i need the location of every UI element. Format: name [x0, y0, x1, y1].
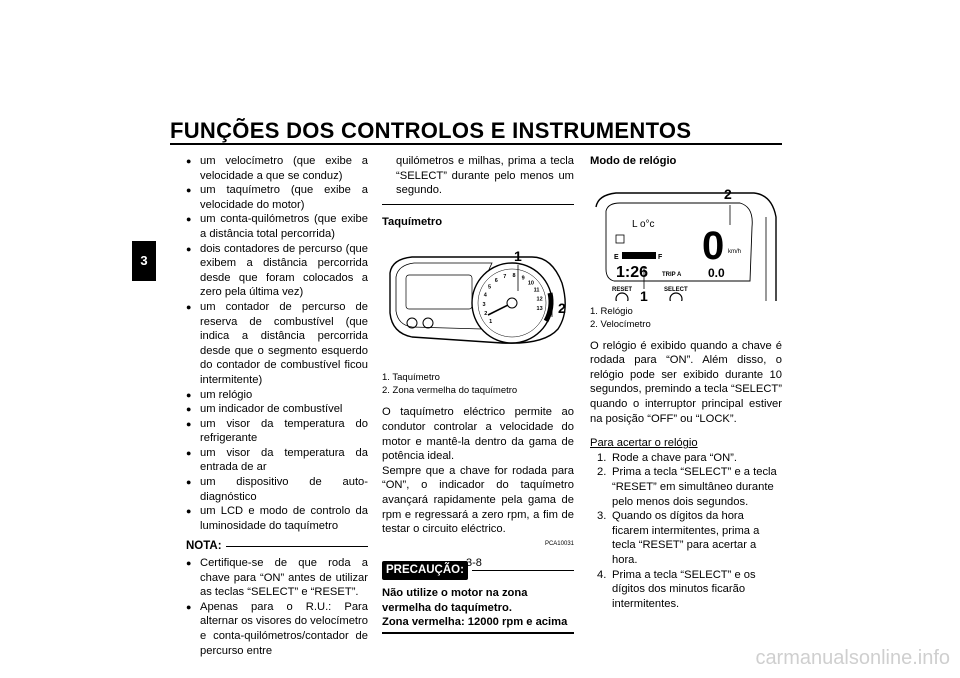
- speed-unit: km/h: [728, 248, 742, 255]
- fuel-f-label: F: [658, 253, 663, 261]
- subheading-set-clock: Para acertar o relógio: [590, 437, 698, 450]
- select-knob: [423, 318, 433, 328]
- step-item: [590, 465, 782, 509]
- tick-label: 3: [482, 302, 486, 309]
- needle-hub: [507, 298, 517, 308]
- section-rule: [382, 204, 574, 205]
- step-item: [590, 509, 782, 567]
- caution-rule: [472, 570, 574, 571]
- reset-knob: [407, 318, 417, 328]
- tick-label: 4: [483, 292, 487, 299]
- paragraph-2: Sempre que a chave for rodada para “ON”, o indicador do taquímetro avançará rapidamente pela gama de rpm e regressará a zero rpm, a fim de testar o circuito eléctrico.: [382, 464, 574, 536]
- fuel-pump-icon: [616, 235, 624, 243]
- reset-button-label: RESET: [612, 286, 633, 293]
- step-text: Quando os dígitos da hora ficarem intermitentes, prima a tecla “RESET” para acertar a hora.: [612, 510, 760, 566]
- list-item: ● um indicador de combustível: [186, 402, 368, 417]
- list-item: ● um taquímetro (que exibe a velocidade do motor): [186, 183, 368, 212]
- note-label: NOTA:: [186, 540, 222, 553]
- column-1: [186, 154, 368, 658]
- tick-label: 10: [527, 280, 534, 287]
- step-number: 2.: [597, 466, 607, 479]
- page-number: 3-8: [466, 557, 482, 569]
- tick-label: 9: [521, 275, 525, 282]
- note-header: [186, 539, 368, 554]
- step-text: Prima a tecla “SELECT” e a tecla “RESET” em simultâneo durante pelo menos dois segundos.: [612, 466, 777, 508]
- list-item: ● Certifique-se de que roda a chave para “ON” antes de utilizar as teclas “SELECT” e “RESET”.: [186, 556, 368, 600]
- tick-label: 5: [487, 284, 492, 291]
- list-item: ● um LCD e modo de controlo da luminosidade do taquímetro: [186, 504, 368, 533]
- document-code: PCA10031: [544, 540, 574, 547]
- step-text: Prima a tecla “SELECT” e os dígitos dos minutos ficarão intermitentes.: [612, 568, 756, 610]
- select-button: [670, 293, 682, 301]
- callout-2: 2: [558, 300, 566, 317]
- list-item: ● um conta-quilómetros (que exibe a distância total percorrida): [186, 212, 368, 241]
- list-item: ● Apenas para o R.U.: Para alternar os visores do velocímetro e conta-quilómetros/contador de percurso entre: [186, 600, 368, 658]
- tick-label: 13: [536, 306, 543, 313]
- figure-caption-2: 2. Zona vermelha do taquímetro: [382, 385, 518, 397]
- caution-end-rule: [382, 632, 574, 634]
- list-item: ● um relógio: [186, 388, 368, 403]
- callout-1: 1: [514, 248, 522, 265]
- tachometer-figure: [382, 233, 574, 349]
- step-number: 4.: [597, 568, 607, 581]
- step-item: [590, 568, 782, 612]
- clock-readout: 1:26: [616, 263, 649, 281]
- trip-label: TRIP A: [662, 271, 682, 278]
- caution-label: PRECAUÇÃO:: [382, 561, 468, 580]
- chapter-tab: 3: [132, 241, 156, 281]
- list-item: ● um visor da temperatura do refrigerante: [186, 417, 368, 446]
- list-item: ● um contador de percurso de reserva de combustível (que indica a distância percorrida desde que o segmento esquerdo do contador de combustível ficou intermitente): [186, 300, 368, 388]
- title-rule: [170, 143, 782, 145]
- select-button-label: SELECT: [664, 286, 688, 293]
- steps-list: [590, 451, 782, 612]
- caution-text: Não utilize o motor na zona vermelha do taquímetro.: [382, 586, 528, 614]
- section-heading-tachometer: Taquímetro: [382, 215, 443, 228]
- list-item: ● dois contadores de percurso (que exibem a distância percorrida desde que foram colocados a zero pela última vez): [186, 242, 368, 300]
- coolant-temp-readout: L o°c: [632, 218, 655, 230]
- paragraph-1: O taquímetro eléctrico permite ao condutor controlar a velocidade do motor e mantê-la dentro da gama de potência ideal.: [382, 406, 574, 463]
- figure-caption-2: 2. Velocímetro: [590, 318, 651, 330]
- note-rule: [226, 546, 368, 547]
- caution-redzone: Zona vermelha: 12000 rpm e acima: [382, 616, 568, 629]
- callout-2: 2: [724, 185, 732, 202]
- section-heading-clock: Modo de relógio: [590, 155, 677, 167]
- figure-caption-1: 1. Relógio: [590, 305, 633, 317]
- step-item: [590, 451, 782, 466]
- figure-caption-1: 1. Taquímetro: [382, 372, 440, 384]
- list-item: ● um visor da temperatura da entrada de ar: [186, 446, 368, 475]
- fuel-e-label: E: [614, 253, 619, 261]
- tick-label: 2: [484, 311, 488, 318]
- tick-label: 1: [489, 319, 493, 326]
- tick-label: 11: [533, 288, 540, 295]
- tick-label: 8: [512, 273, 516, 280]
- clock-mode-figure: [590, 177, 782, 301]
- lcd-window: [406, 275, 472, 309]
- watermark: carmanualsonline.info: [755, 647, 950, 669]
- column-3: [590, 154, 782, 611]
- step-text: Rode a chave para “ON”.: [612, 451, 737, 464]
- tick-label: 7: [503, 274, 507, 281]
- tick-label: 12: [536, 296, 543, 303]
- tick-label: 6: [494, 278, 498, 285]
- page-title: FUNÇÕES DOS CONTROLOS E INSTRUMENTOS: [170, 118, 692, 143]
- reset-button: [616, 293, 628, 301]
- callout-1: 1: [640, 287, 648, 301]
- speed-readout: 0: [702, 223, 725, 268]
- feature-list: [186, 154, 368, 533]
- column-2: [382, 154, 574, 644]
- list-item: ● um velocímetro (que exibe a velocidade a que se conduz): [186, 154, 368, 183]
- trip-readout: 0.0: [708, 265, 725, 280]
- step-number: 3.: [597, 510, 607, 523]
- paragraph-1: O relógio é exibido quando a chave é rodada para “ON”. Além disso, o relógio pode ser exibido durante 10 segundos, premindo a tecla “SELECT” quando o interruptor principal estiver na posição “OFF” ou “LOCK”.: [590, 339, 782, 425]
- list-item: ● um dispositivo de auto-diagnóstico: [186, 475, 368, 504]
- fuel-gauge-bar: [622, 252, 656, 259]
- continued-text: quilómetros e milhas, prima a tecla “SELECT” durante pelo menos um segundo.: [396, 155, 574, 197]
- step-number: 1.: [597, 451, 607, 464]
- note-list: [186, 556, 368, 658]
